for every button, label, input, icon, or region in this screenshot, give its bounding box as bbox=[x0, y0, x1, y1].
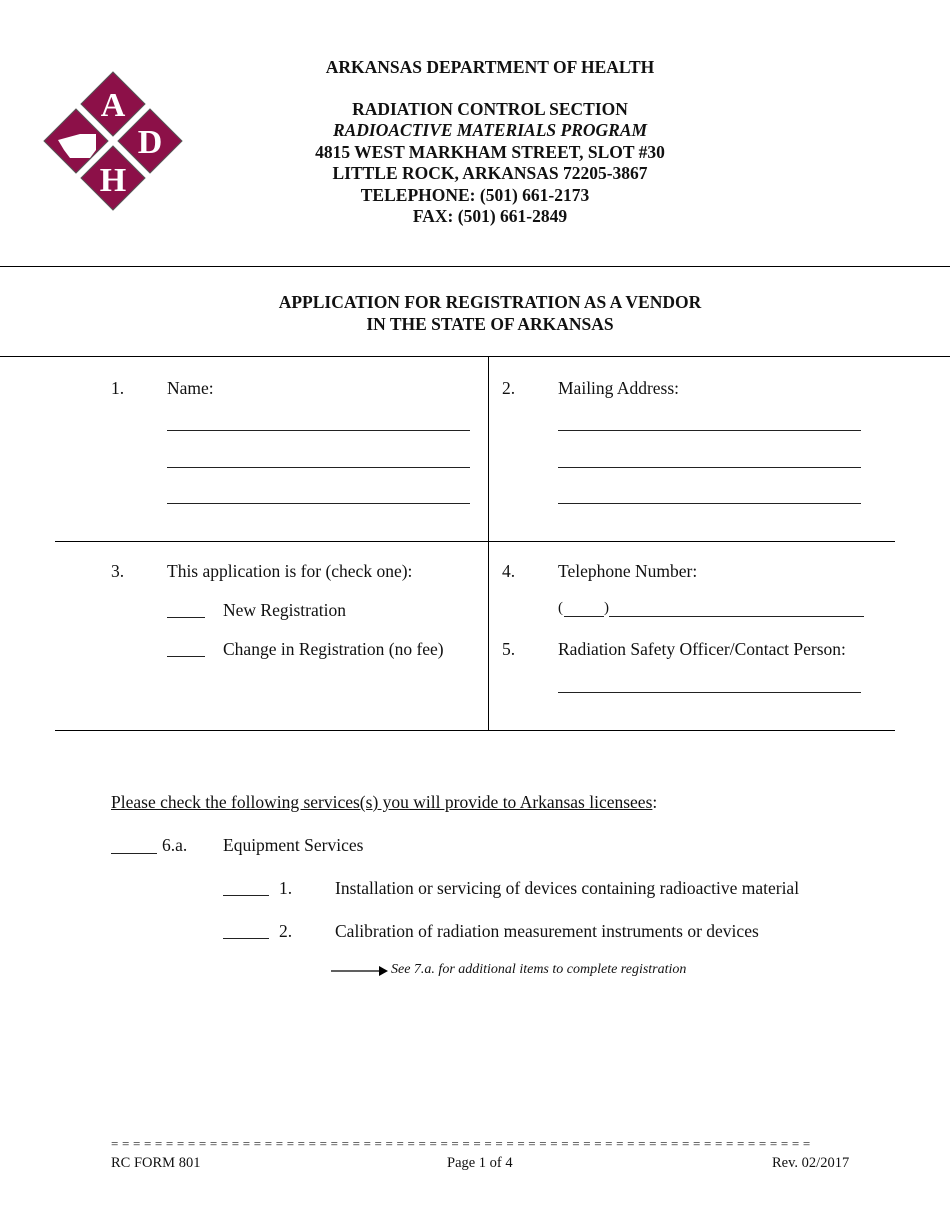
address-line-2[interactable] bbox=[558, 467, 861, 468]
telephone-field[interactable] bbox=[609, 616, 864, 617]
new-registration-checkbox[interactable] bbox=[167, 617, 205, 618]
telephone-line: TELEPHONE: (501) 661-2173 bbox=[360, 185, 590, 205]
services-instruction bbox=[111, 792, 657, 813]
sub-item-1-number: 1. bbox=[279, 878, 293, 898]
new-registration-label: New Registration bbox=[223, 600, 346, 620]
form-column-divider bbox=[488, 357, 489, 731]
name-line-3[interactable] bbox=[167, 503, 470, 504]
form-row-divider bbox=[55, 541, 895, 542]
calibration-label: Calibration of radiation measurement instruments or devices bbox=[335, 921, 759, 941]
logo-letter-h: H bbox=[99, 162, 127, 199]
header-divider bbox=[0, 266, 950, 267]
application-type-label: This application is for (check one): bbox=[167, 561, 413, 581]
street-address: 4815 WEST MARKHAM STREET, SLOT #30 bbox=[315, 142, 665, 162]
form-id: RC FORM 801 bbox=[111, 1155, 201, 1171]
form-title-line1: APPLICATION FOR REGISTRATION AS A VENDOR bbox=[278, 292, 702, 312]
city-state-zip: LITTLE ROCK, ARKANSAS 72205-3867 bbox=[332, 163, 648, 183]
fax-line: FAX: (501) 661-2849 bbox=[412, 206, 568, 226]
area-code-field[interactable] bbox=[564, 616, 604, 617]
installation-servicing-label: Installation or servicing of devices containing radioactive material bbox=[335, 878, 800, 898]
contact-person-line[interactable] bbox=[558, 692, 861, 693]
name-label: Name: bbox=[167, 378, 214, 398]
field5-number: 5. bbox=[502, 639, 516, 659]
calibration-checkbox[interactable] bbox=[223, 938, 269, 939]
name-line-2[interactable] bbox=[167, 467, 470, 468]
change-registration-checkbox[interactable] bbox=[167, 656, 205, 657]
field2-number: 2. bbox=[502, 378, 516, 398]
adh-logo bbox=[40, 68, 186, 214]
sub-item-2-number: 2. bbox=[279, 921, 293, 941]
item-6a-number: 6.a. bbox=[162, 835, 188, 855]
name-line-1[interactable] bbox=[167, 430, 470, 431]
services-instruction-colon: : bbox=[652, 792, 658, 812]
footer-separator: = = = = = = = = = = = = = = = = = = = = = = = = = = = = = = = = = = = = = = = = = = = = = = = = = = = = = = = = = = = = = = = = bbox=[111, 1136, 811, 1151]
contact-person-label: Radiation Safety Officer/Contact Person: bbox=[558, 639, 846, 659]
field4-number: 4. bbox=[502, 561, 516, 581]
change-registration-label: Change in Registration (no fee) bbox=[223, 639, 444, 659]
page-number: Page 1 of 4 bbox=[447, 1155, 513, 1171]
address-line-1[interactable] bbox=[558, 430, 861, 431]
section-name: RADIATION CONTROL SECTION bbox=[352, 99, 628, 119]
adh-logo-graphic bbox=[40, 68, 186, 214]
form-top-border bbox=[0, 356, 950, 357]
equipment-services-checkbox[interactable] bbox=[111, 853, 157, 854]
area-code-close-paren: ) bbox=[604, 600, 609, 616]
revision-date: Rev. 02/2017 bbox=[772, 1155, 850, 1171]
telephone-number-label: Telephone Number: bbox=[558, 561, 698, 581]
form-bottom-border bbox=[55, 730, 895, 731]
address-line-3[interactable] bbox=[558, 503, 861, 504]
department-name: ARKANSAS DEPARTMENT OF HEALTH bbox=[325, 57, 655, 77]
field1-number: 1. bbox=[111, 378, 125, 398]
equipment-services-label: Equipment Services bbox=[223, 835, 364, 855]
logo-letter-d: D bbox=[137, 124, 163, 161]
installation-servicing-checkbox[interactable] bbox=[223, 895, 269, 896]
services-instruction-text: Please check the following services(s) you will provide to Arkansas licensees bbox=[111, 792, 653, 812]
mailing-address-label: Mailing Address: bbox=[558, 378, 680, 398]
field3-number: 3. bbox=[111, 561, 125, 581]
form-title-line2: IN THE STATE OF ARKANSAS bbox=[366, 314, 614, 334]
logo-letter-a: A bbox=[100, 87, 126, 124]
area-code-open-paren: ( bbox=[558, 600, 563, 616]
see-7a-note: See 7.a. for additional items to complete registration bbox=[391, 962, 687, 977]
program-name: RADIOACTIVE MATERIALS PROGRAM bbox=[332, 120, 648, 140]
arrow-right-icon bbox=[331, 964, 389, 982]
